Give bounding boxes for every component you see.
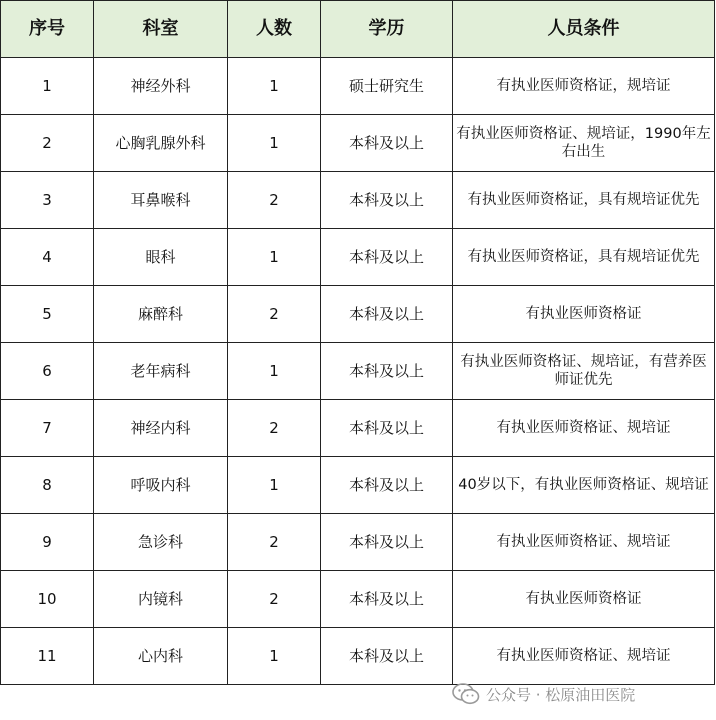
cell-count: 1 (228, 628, 321, 685)
cell-count: 1 (228, 115, 321, 172)
cell-dept: 内镜科 (94, 571, 228, 628)
cell-no: 10 (1, 571, 94, 628)
cell-edu: 本科及以上 (321, 286, 453, 343)
header-req: 人员条件 (453, 1, 715, 58)
cell-dept: 眼科 (94, 229, 228, 286)
cell-edu: 本科及以上 (321, 115, 453, 172)
cell-no: 7 (1, 400, 94, 457)
cell-edu: 本科及以上 (321, 571, 453, 628)
cell-edu: 本科及以上 (321, 514, 453, 571)
cell-req: 有执业医师资格证、规培证，1990年左右出生 (453, 115, 715, 172)
cell-edu: 本科及以上 (321, 457, 453, 514)
cell-req: 有执业医师资格证、规培证 (453, 400, 715, 457)
cell-no: 5 (1, 286, 94, 343)
cell-dept: 心内科 (94, 628, 228, 685)
cell-req: 有执业医师资格证 (453, 571, 715, 628)
cell-dept: 耳鼻喉科 (94, 172, 228, 229)
cell-edu: 本科及以上 (321, 628, 453, 685)
cell-dept: 神经内科 (94, 400, 228, 457)
cell-edu: 本科及以上 (321, 172, 453, 229)
cell-no: 2 (1, 115, 94, 172)
header-dept: 科室 (94, 1, 228, 58)
watermark (452, 680, 635, 708)
table-row (1, 628, 715, 685)
cell-req: 有执业医师资格证、规培证，有营养医师证优先 (453, 343, 715, 400)
header-edu: 学历 (321, 1, 453, 58)
cell-dept: 麻醉科 (94, 286, 228, 343)
watermark-text: 公众号 · 松原油田医院 (486, 685, 636, 704)
cell-count: 2 (228, 286, 321, 343)
header-count: 人数 (228, 1, 321, 58)
cell-no: 4 (1, 229, 94, 286)
cell-req: 40岁以下，有执业医师资格证、规培证 (453, 457, 715, 514)
cell-req: 有执业医师资格证，具有规培证优先 (453, 229, 715, 286)
cell-edu: 本科及以上 (321, 343, 453, 400)
table-row (1, 172, 715, 229)
cell-no: 8 (1, 457, 94, 514)
cell-req: 有执业医师资格证，具有规培证优先 (453, 172, 715, 229)
cell-no: 9 (1, 514, 94, 571)
cell-req: 有执业医师资格证 (453, 286, 715, 343)
table-row (1, 343, 715, 400)
cell-count: 1 (228, 343, 321, 400)
table-row (1, 58, 715, 115)
cell-dept: 老年病科 (94, 343, 228, 400)
table-header-row (1, 1, 715, 58)
wechat-icon (452, 683, 480, 705)
table-row (1, 115, 715, 172)
cell-req: 有执业医师资格证、规培证 (453, 514, 715, 571)
cell-no: 11 (1, 628, 94, 685)
cell-no: 1 (1, 58, 94, 115)
cell-dept: 急诊科 (94, 514, 228, 571)
cell-no: 3 (1, 172, 94, 229)
cell-edu: 本科及以上 (321, 400, 453, 457)
cell-count: 1 (228, 229, 321, 286)
table-row (1, 571, 715, 628)
cell-edu: 硕士研究生 (321, 58, 453, 115)
cell-dept: 心胸乳腺外科 (94, 115, 228, 172)
cell-req: 有执业医师资格证，规培证 (453, 58, 715, 115)
cell-req: 有执业医师资格证、规培证 (453, 628, 715, 685)
cell-count: 2 (228, 514, 321, 571)
cell-count: 2 (228, 172, 321, 229)
cell-edu: 本科及以上 (321, 229, 453, 286)
header-no: 序号 (1, 1, 94, 58)
cell-dept: 神经外科 (94, 58, 228, 115)
cell-count: 2 (228, 571, 321, 628)
cell-count: 1 (228, 457, 321, 514)
cell-count: 1 (228, 58, 321, 115)
table-row (1, 286, 715, 343)
table-row (1, 400, 715, 457)
cell-dept: 呼吸内科 (94, 457, 228, 514)
table-row (1, 514, 715, 571)
cell-no: 6 (1, 343, 94, 400)
table-row (1, 229, 715, 286)
table-row (1, 457, 715, 514)
cell-count: 2 (228, 400, 321, 457)
